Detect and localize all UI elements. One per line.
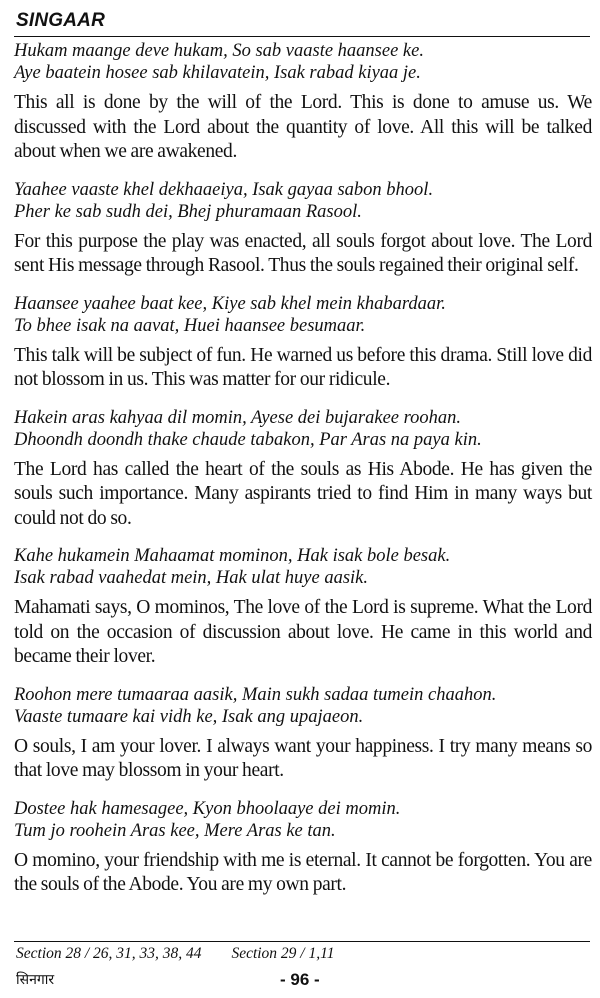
section-reference-right: Section 29 / 1,11 [231,945,335,962]
verse-text: Haansee yaahee baat kee, Kiye sab khel mein khabardaar. To bhee isak na aavat, Huei haansee besumaar. [14,293,446,336]
verse-text: Hakein aras kahyaa dil momin, Ayese dei bujarakee roohan. Dhoondh doondh thake chaude tabakon, Par Aras na paya kin. [14,407,482,450]
page-content [14,40,592,912]
section-reference-left: Section 28 / 26, 31, 33, 38, 44 [16,945,202,962]
translation-text: O souls, I am your lover. I always want your happiness. I try many means so that love may blossom in your heart. [14,735,592,781]
translation-text: O momino, your friendship with me is eternal. It cannot be forgotten. You are the souls of the Abode. You are my own part. [14,849,592,895]
page-footer [14,970,590,994]
running-title: SINGAAR [16,10,106,31]
verse-text: Hukam maange deve hukam, So sab vaaste haansee ke. Aye baatein hosee sab khilavatein, Isak rabad kiyaa je. [14,41,424,83]
verse-text: Roohon mere tumaaraa aasik, Main sukh sadaa tumein chaahon. Vaaste tumaare kai vidh ke, Isak ang upajaeon. [14,684,497,727]
stanza [14,407,592,532]
translation-text: Mahamati says, O mominos, The love of the Lord is supreme. What the Lord told on the occasion of discussion about love. He came in this world and became their lover. [14,597,592,667]
page-header [14,6,590,37]
stanza [14,293,592,393]
verse-text: Yaahee vaaste khel dekhaaeiya, Isak gayaa sabon bhool. Pher ke sab sudh dei, Bhej phuramaan Rasool. [14,179,434,222]
verse-text: Kahe hukamein Mahaamat mominon, Hak isak bole besak. Isak rabad vaahedat mein, Hak ulat huye aasik. [14,546,451,588]
stanza [14,545,592,670]
translation-text: This all is done by the will of the Lord. This is done to amuse us. We discussed with the Lord about the quantity of love. All this will be talked about when we are awakened. [14,92,592,162]
stanza [14,179,592,279]
section-references [16,945,334,963]
footer-divider [14,941,590,942]
book-page [14,0,592,998]
translation-text: This talk will be subject of fun. He warned us before this drama. Still love did not blossom in us. This was matter for our ridicule. [14,344,592,390]
verse-text: Dostee hak hamesagee, Kyon bhoolaaye dei momin. Tum jo roohein Aras kee, Mere Aras ke tan. [14,798,401,841]
stanza [14,798,592,898]
hindi-running-title: सिनगार [16,972,55,988]
stanza [14,40,592,165]
stanza [14,684,592,784]
translation-text: For this purpose the play was enacted, all souls forgot about love. The Lord sent His message through Rasool. Thus the souls regained their original self. [14,230,592,276]
translation-text: The Lord has called the heart of the souls as His Abode. He has given the souls such importance. Many aspirants tried to find Him in many ways but could not do so. [14,458,592,529]
page-number: - 96 - [280,970,320,989]
